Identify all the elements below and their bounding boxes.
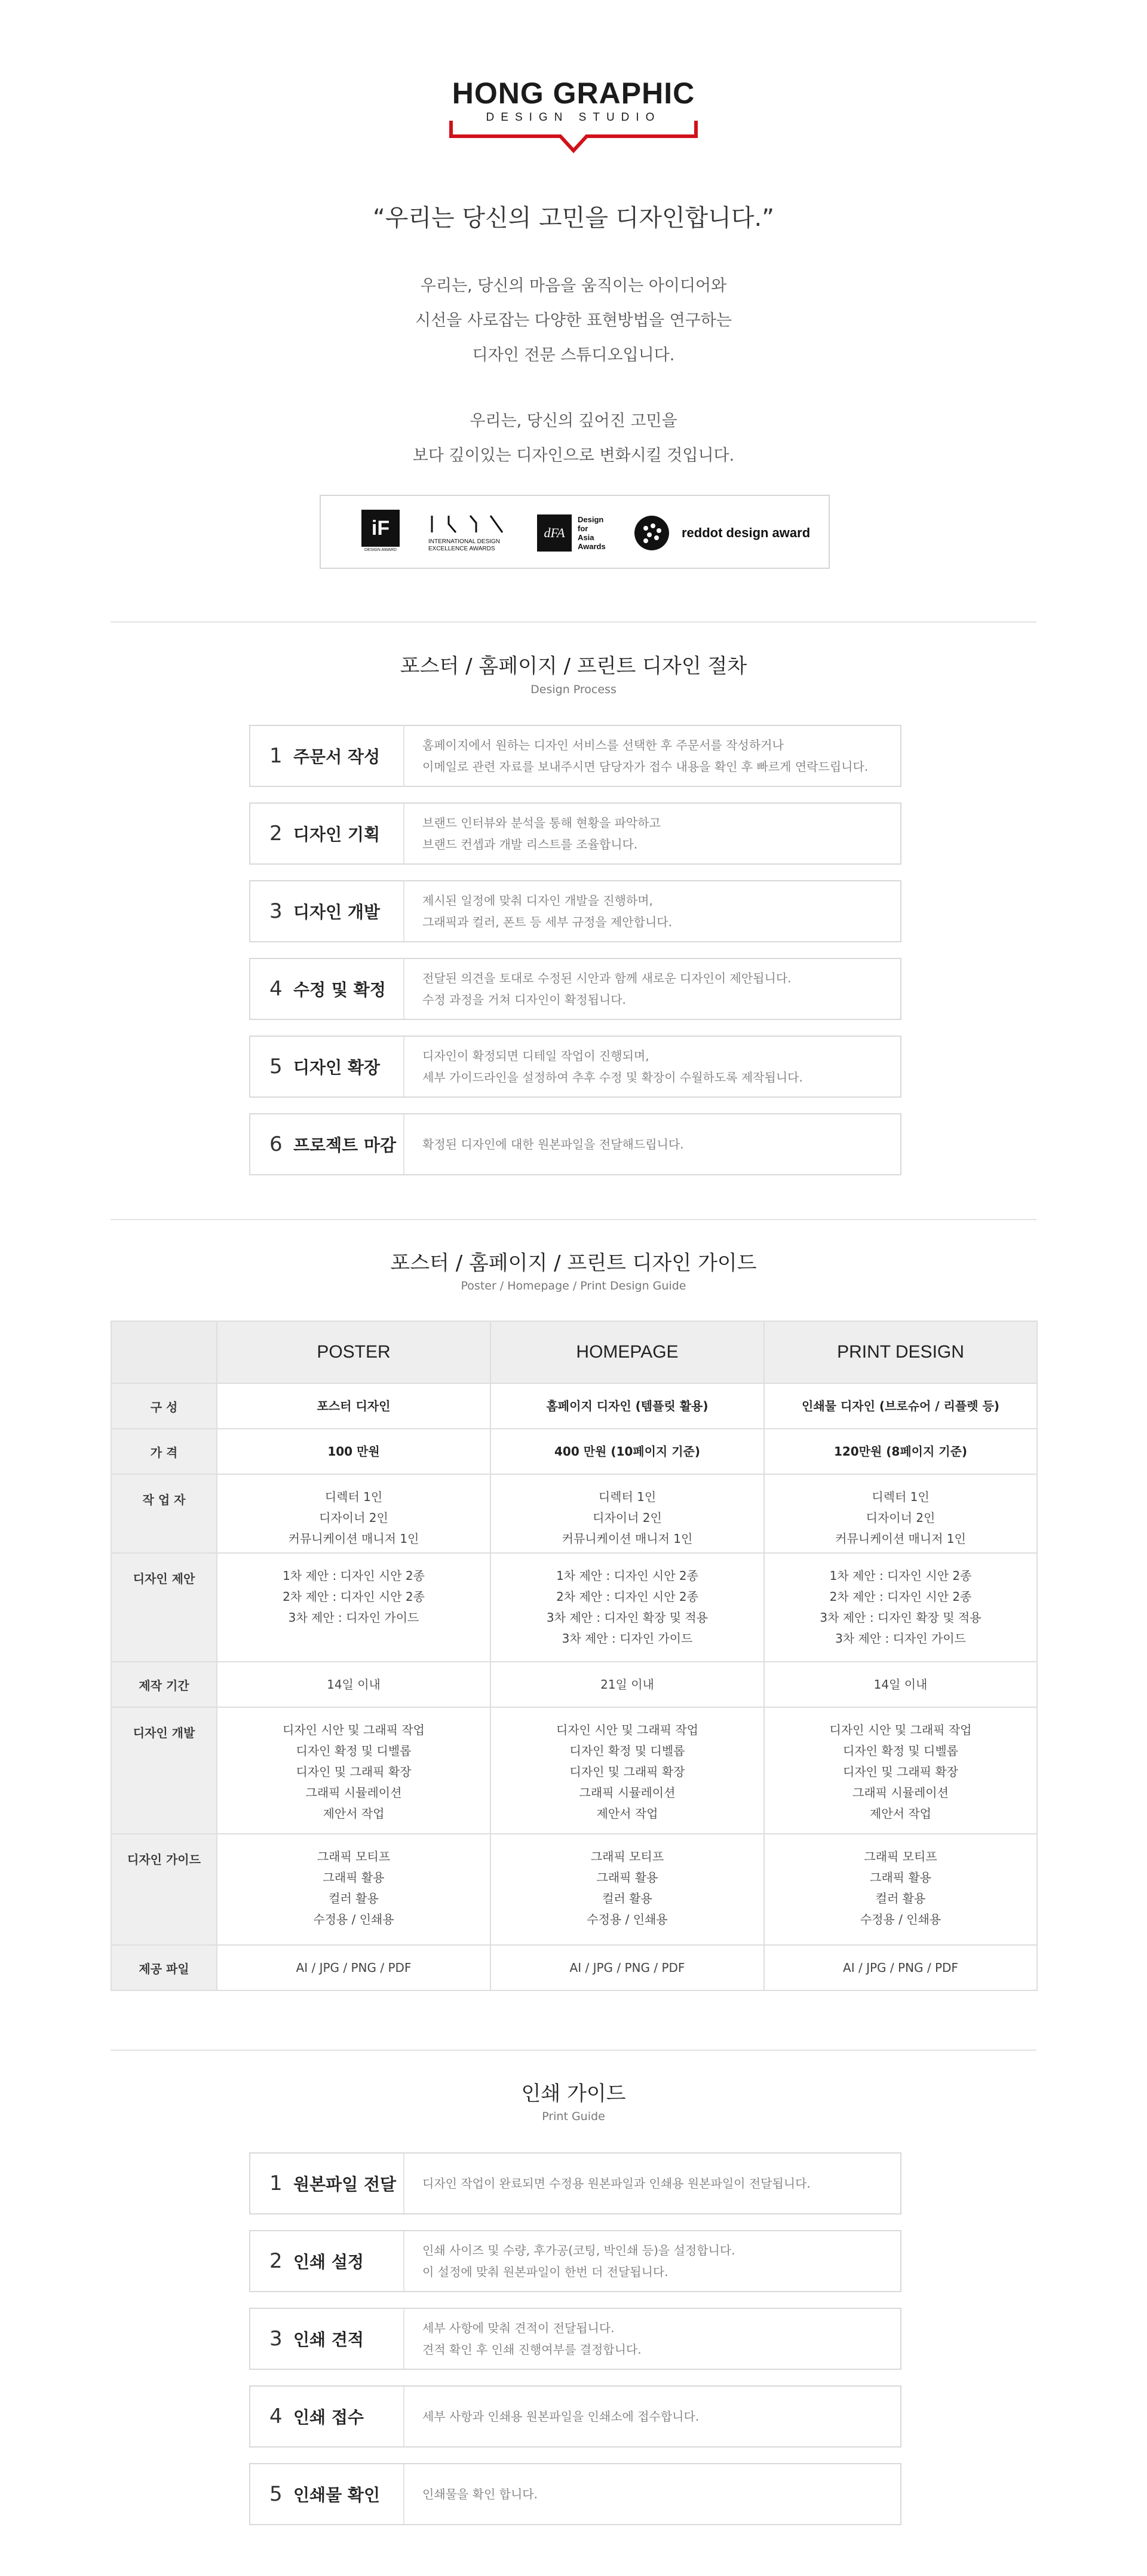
step-description: [404, 1134, 684, 1155]
idea-award-logo: [428, 509, 506, 557]
step-box: [249, 2308, 901, 2370]
table-cell-line: 컬러 활용: [329, 1891, 379, 1906]
step-number: 5: [269, 1055, 283, 1079]
table-cell-line: 디자인 시안 및 그래픽 작업: [556, 1723, 698, 1737]
step-number: 2: [269, 822, 283, 846]
intro-line: 우리는, 당신의 깊어진 고민을: [470, 412, 677, 430]
table-cell: [764, 1662, 1037, 1707]
step-desc-line: 세부 사항과 인쇄용 원본파일을 인쇄소에 접수합니다.: [422, 2409, 700, 2424]
table-cell: [764, 1429, 1037, 1474]
table-header-print: PRINT DESIGN: [764, 1321, 1037, 1383]
guide-table: [111, 1321, 1038, 1991]
table-cell-line: 21일 이내: [600, 1677, 654, 1692]
step-box: [249, 958, 901, 1020]
step-desc-line: 제시된 일정에 맞춰 디자인 개발을 진행하며,: [422, 893, 653, 908]
table-cell: [217, 1707, 490, 1834]
step-description: [404, 812, 661, 855]
step-heading: [250, 2464, 404, 2524]
step-title: 원본파일 전달: [293, 2174, 397, 2194]
print-subtitle: Print Guide: [542, 2110, 605, 2123]
step-title: 프로젝트 마감: [293, 1135, 397, 1155]
step-title: 인쇄 설정: [293, 2252, 364, 2272]
table-row: [111, 1662, 1037, 1707]
awards-box: [320, 495, 830, 569]
step-title: 인쇄 견적: [293, 2330, 364, 2350]
step-heading: [250, 2387, 404, 2446]
step-desc-line: 견적 확인 후 인쇄 진행여부를 결정합니다.: [422, 2342, 642, 2357]
if-award-logo: [361, 509, 400, 557]
table-header-row: [111, 1321, 1037, 1383]
dfa-text-line: Design: [578, 515, 604, 524]
step-description: [404, 1045, 803, 1088]
if-logo-mark: iF: [361, 510, 400, 547]
step-desc-line: 인쇄 사이즈 및 수량, 후가공(코팅, 박인쇄 등)을 설정합니다.: [422, 2243, 735, 2258]
table-cell-line: 제안서 작업: [596, 1806, 658, 1821]
step-number: 4: [269, 977, 283, 1001]
step-box: [249, 2152, 901, 2214]
table-cell-line: 3차 제안 : 디자인 확장 및 적용: [820, 1610, 982, 1625]
table-row-label: 작 업 자: [111, 1474, 217, 1553]
table-cell: [217, 1429, 490, 1474]
step-desc-line: 확정된 디자인에 대한 원본파일을 전달해드립니다.: [422, 1137, 684, 1151]
reddot-mark-icon: [634, 515, 670, 551]
step-box: [249, 1113, 901, 1175]
studio-logo: [0, 76, 1147, 160]
step-heading: [250, 2231, 404, 2291]
step-heading: [250, 1114, 404, 1174]
table-cell-line: 디자인 시안 및 그래픽 작업: [283, 1723, 425, 1737]
step-description: [404, 890, 672, 933]
step-title: 디자인 기획: [293, 825, 380, 844]
step-number: 3: [269, 899, 283, 923]
intro-line: 우리는, 당신의 마음을 움직이는 아이디어와: [420, 277, 727, 295]
table-cell-line: 디자인 시안 및 그래픽 작업: [829, 1723, 972, 1737]
step-desc-line: 전달된 의견을 토대로 수정된 시안과 함께 새로운 디자인이 제안됩니다.: [422, 971, 792, 985]
step-description: [404, 2317, 642, 2360]
step-heading: [250, 2154, 404, 2213]
table-cell-line: 2차 제안 : 디자인 시안 2종: [283, 1589, 425, 1604]
table-cell: [490, 1945, 764, 1990]
table-cell: [217, 1383, 490, 1429]
dfa-text: [578, 515, 606, 551]
table-header-blank: [111, 1321, 217, 1383]
reddot-text: reddot design award: [682, 525, 811, 540]
intro-line: 시선을 사로잡는 다양한 표현방법을 연구하는: [415, 311, 732, 330]
table-cell-line: 3차 제안 : 디자인 가이드: [288, 1610, 419, 1625]
step-desc-line: 디자인 작업이 완료되면 수정용 원본파일과 인쇄용 원본파일이 전달됩니다.: [422, 2176, 811, 2191]
table-cell-line: 디자이너 2인: [319, 1511, 388, 1525]
process-subtitle: Design Process: [530, 683, 617, 696]
table-cell-line: 홈페이지 디자인 (템플릿 활용): [546, 1398, 709, 1413]
table-cell-line: AI / JPG / PNG / PDF: [569, 1960, 685, 1975]
table-cell-line: 그래픽 모티프: [590, 1849, 664, 1864]
table-cell-line: 2차 제안 : 디자인 시안 2종: [829, 1589, 972, 1604]
step-desc-line: 홈페이지에서 원하는 디자인 서비스를 선택한 후 주문서를 작성하거나: [422, 738, 784, 752]
dfa-award-logo: [537, 509, 606, 557]
table-cell: [217, 1474, 490, 1553]
table-cell-line: 1차 제안 : 디자인 시안 2종: [829, 1569, 972, 1583]
table-cell-line: 제안서 작업: [870, 1806, 931, 1821]
table-cell: [217, 1662, 490, 1707]
table-cell: [764, 1834, 1037, 1945]
step-title: 수정 및 확정: [293, 980, 386, 1000]
table-cell-line: 디자인 및 그래픽 확장: [569, 1765, 685, 1779]
section-divider: [111, 621, 1036, 623]
table-cell-line: 3차 제안 : 디자인 가이드: [835, 1631, 966, 1646]
step-number: 5: [269, 2482, 283, 2506]
logo-sub-text: DESIGN STUDIO: [486, 111, 661, 124]
step-box: [249, 2230, 901, 2292]
table-cell-line: 14일 이내: [327, 1677, 381, 1692]
step-description: [404, 2483, 538, 2505]
logo-main-text: HONG GRAPHIC: [452, 76, 695, 110]
dfa-text-line: Asia: [578, 533, 594, 542]
table-cell: [764, 1553, 1037, 1662]
table-cell-line: 커뮤니케이션 매니저 1인: [288, 1531, 419, 1546]
table-row-label: 구 성: [111, 1383, 217, 1429]
table-cell-line: 1차 제안 : 디자인 시안 2종: [556, 1569, 698, 1583]
step-heading: [250, 959, 404, 1019]
table-row: [111, 1707, 1037, 1834]
table-row-label: 디자인 제안: [111, 1553, 217, 1662]
intro-paragraph-2: [0, 404, 1147, 473]
print-title: 인쇄 가이드: [521, 2082, 626, 2106]
step-desc-line: 수정 과정을 거쳐 디자인이 확정됩니다.: [422, 993, 626, 1007]
table-cell-line: 디자이너 2인: [866, 1511, 936, 1525]
table-cell-line: 제안서 작업: [323, 1806, 385, 1821]
step-heading: [250, 726, 404, 786]
table-cell-line: 디자인 및 그래픽 확장: [296, 1765, 412, 1779]
table-cell-line: 인쇄물 디자인 (브로슈어 / 리플렛 등): [802, 1398, 999, 1413]
table-cell-line: 400 만원 (10페이지 기준): [554, 1444, 700, 1459]
table-cell-line: 120만원 (8페이지 기준): [833, 1444, 968, 1459]
table-cell: [764, 1383, 1037, 1429]
step-title: 인쇄물 확인: [293, 2485, 380, 2505]
table-cell-line: 1차 제안 : 디자인 시안 2종: [283, 1569, 425, 1583]
idea-mark-icon: [428, 512, 506, 536]
table-cell-line: 디렉터 1인: [872, 1490, 930, 1504]
intro-quote: “우리는 당신의 고민을 디자인합니다.”: [373, 204, 774, 232]
table-cell-line: 그래픽 활용: [323, 1870, 385, 1885]
table-cell-line: AI / JPG / PNG / PDF: [296, 1960, 412, 1975]
table-cell-line: 디자이너 2인: [593, 1511, 662, 1525]
table-cell-line: 커뮤니케이션 매니저 1인: [562, 1531, 693, 1546]
table-cell: [764, 1945, 1037, 1990]
table-cell: [490, 1553, 764, 1662]
step-title: 인쇄 접수: [293, 2407, 364, 2427]
step-description: [404, 734, 868, 777]
table-cell: [490, 1662, 764, 1707]
dfa-text-line: Awards: [578, 542, 606, 551]
table-cell-line: 그래픽 시뮬레이션: [305, 1785, 402, 1800]
table-cell-line: 디자인 및 그래픽 확장: [843, 1765, 958, 1779]
table-row-label: 가 격: [111, 1429, 217, 1474]
table-cell-line: 2차 제안 : 디자인 시안 2종: [556, 1589, 698, 1604]
table-cell-line: 컬러 활용: [602, 1891, 652, 1906]
table-cell: [490, 1707, 764, 1834]
process-title: 포스터 / 홈페이지 / 프린트 디자인 절차: [400, 654, 747, 678]
idea-caption-line: INTERNATIONAL DESIGN: [428, 538, 501, 545]
reddot-award-logo: [634, 509, 810, 557]
idea-caption-line: EXCELLENCE AWARDS: [428, 546, 495, 552]
table-row-label: 디자인 가이드: [111, 1834, 217, 1945]
step-desc-line: 인쇄물을 확인 합니다.: [422, 2487, 538, 2501]
guide-title: 포스터 / 홈페이지 / 프린트 디자인 가이드: [390, 1251, 757, 1275]
table-cell-line: 디렉터 1인: [324, 1490, 383, 1504]
step-desc-line: 브랜드 인터뷰와 분석을 통해 현황을 파악하고: [422, 816, 661, 830]
table-cell-line: 커뮤니케이션 매니저 1인: [835, 1531, 966, 1546]
table-cell: [490, 1474, 764, 1553]
intro-line: 보다 깊이있는 디자인으로 변화시킬 것입니다.: [412, 446, 735, 465]
step-box: [249, 880, 901, 942]
table-cell-line: 3차 제안 : 디자인 확장 및 적용: [546, 1610, 709, 1625]
table-row: [111, 1553, 1037, 1662]
table-cell-line: 수정용 / 인쇄용: [313, 1912, 394, 1926]
step-desc-line: 디자인이 확정되면 디테일 작업이 진행되며,: [422, 1049, 649, 1063]
table-cell-line: 3차 제안 : 디자인 가이드: [562, 1631, 693, 1646]
table-row-label: 제공 파일: [111, 1945, 217, 1990]
step-heading: [250, 804, 404, 863]
table-cell-line: 그래픽 시뮬레이션: [852, 1785, 949, 1800]
step-desc-line: 이 설정에 맞춰 원본파일이 한번 더 전달됩니다.: [422, 2265, 668, 2279]
step-heading: [250, 1037, 404, 1096]
table-header-homepage: HOMEPAGE: [490, 1321, 764, 1383]
table-cell: [490, 1834, 764, 1945]
table-cell: [490, 1383, 764, 1429]
section-divider: [111, 1219, 1036, 1220]
table-cell-line: 포스터 디자인: [317, 1398, 391, 1413]
dfa-text-line: for: [578, 524, 588, 533]
step-number: 3: [269, 2327, 283, 2351]
table-cell-line: 디자인 확정 및 디벨롭: [843, 1744, 958, 1758]
table-row: [111, 1474, 1037, 1553]
step-desc-line: 세부 사항에 맞춰 견적이 전달됩니다.: [422, 2321, 615, 2335]
step-heading: [250, 881, 404, 941]
table-cell-line: 그래픽 활용: [870, 1870, 931, 1885]
step-desc-line: 그래픽과 컬러, 폰트 등 세부 규정을 제안합니다.: [422, 915, 672, 929]
step-description: [404, 2173, 811, 2194]
section-divider: [111, 2050, 1036, 2051]
table-row-label: 디자인 개발: [111, 1707, 217, 1834]
table-cell: [490, 1429, 764, 1474]
step-desc-line: 브랜드 컨셉과 개발 리스트를 조율합니다.: [422, 837, 638, 851]
table-cell-line: 디자인 확정 및 디벨롭: [296, 1744, 412, 1758]
table-cell-line: 그래픽 모티프: [864, 1849, 937, 1864]
table-cell-line: 그래픽 모티프: [317, 1849, 391, 1864]
table-cell-line: 디자인 확정 및 디벨롭: [569, 1744, 685, 1758]
table-header-poster: POSTER: [217, 1321, 490, 1383]
table-cell-line: 컬러 활용: [875, 1891, 926, 1906]
step-heading: [250, 2309, 404, 2369]
table-cell-line: AI / JPG / PNG / PDF: [843, 1960, 958, 1975]
step-box: [249, 802, 901, 865]
dfa-logo-mark: dFA: [537, 514, 572, 552]
table-cell: [217, 1945, 490, 1990]
table-row: [111, 1945, 1037, 1990]
table-cell-line: 14일 이내: [873, 1677, 928, 1692]
idea-caption: [428, 538, 500, 553]
step-box: [249, 1036, 901, 1098]
table-cell: [764, 1474, 1037, 1553]
step-number: 6: [269, 1132, 283, 1156]
table-cell: [764, 1707, 1037, 1834]
table-cell-line: 디렉터 1인: [598, 1490, 657, 1504]
step-description: [404, 2406, 699, 2427]
step-number: 2: [269, 2249, 283, 2273]
step-desc-line: 이메일로 관련 자료를 보내주시면 담당자가 접수 내용을 확인 후 빠르게 연락드립니다.: [422, 759, 869, 774]
step-number: 1: [269, 744, 283, 768]
step-title: 디자인 개발: [293, 902, 380, 922]
table-row: [111, 1429, 1037, 1474]
step-box: [249, 2385, 901, 2448]
step-number: 4: [269, 2405, 283, 2428]
step-description: [404, 967, 792, 1010]
intro-line: 디자인 전문 스튜디오입니다.: [472, 346, 675, 365]
intro-paragraph-1: [0, 269, 1147, 373]
step-description: [404, 2240, 735, 2283]
step-title: 주문서 작성: [293, 747, 380, 767]
table-cell-line: 수정용 / 인쇄용: [860, 1912, 941, 1926]
table-row: [111, 1383, 1037, 1429]
table-row-label: 제작 기간: [111, 1662, 217, 1707]
if-logo-caption: DESIGN AWARD: [364, 548, 397, 552]
table-row: [111, 1834, 1037, 1945]
step-number: 1: [269, 2171, 283, 2195]
table-cell: [217, 1834, 490, 1945]
table-cell-line: 그래픽 활용: [596, 1870, 658, 1885]
logo-bracket-icon: [449, 121, 698, 163]
table-cell: [217, 1553, 490, 1662]
table-cell-line: 그래픽 시뮬레이션: [579, 1785, 676, 1800]
step-desc-line: 세부 가이드라인을 설정하여 추후 수정 및 확장이 수월하도록 제작됩니다.: [422, 1070, 803, 1085]
step-title: 디자인 확장: [293, 1058, 380, 1077]
guide-subtitle: Poster / Homepage / Print Design Guide: [461, 1279, 686, 1292]
step-box: [249, 725, 901, 787]
table-cell-line: 수정용 / 인쇄용: [587, 1912, 668, 1926]
step-box: [249, 2463, 901, 2525]
table-cell-line: 100 만원: [327, 1444, 380, 1459]
